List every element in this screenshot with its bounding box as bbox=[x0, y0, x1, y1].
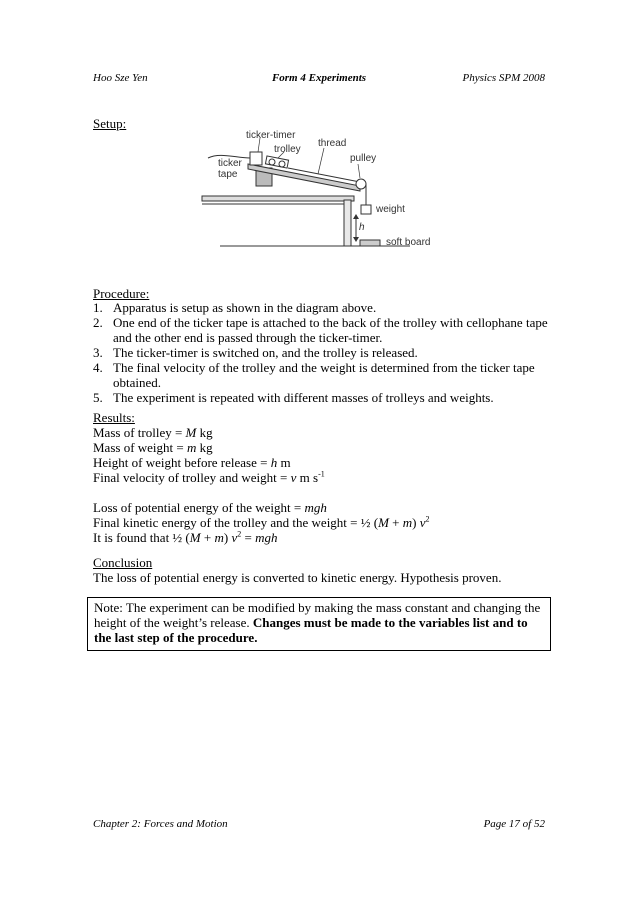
label-ticker-timer: ticker-timer bbox=[246, 130, 296, 141]
procedure-heading: Procedure: bbox=[93, 286, 150, 301]
procedure-step bbox=[93, 345, 548, 360]
conclusion-text: The loss of potential energy is converted to kinetic energy. Hypothesis proven. bbox=[93, 570, 502, 585]
note-box bbox=[87, 597, 551, 651]
height-arrow-head-down bbox=[353, 237, 359, 242]
step-text: Apparatus is setup as shown in the diagram above. bbox=[113, 300, 377, 315]
conclusion-heading: Conclusion bbox=[93, 555, 153, 570]
label-thread: thread bbox=[318, 138, 347, 149]
header-author: Hoo Sze Yen bbox=[93, 72, 148, 84]
footer-page-number: Page 17 of 52 bbox=[483, 818, 545, 830]
weight-block bbox=[361, 205, 371, 214]
apparatus-diagram bbox=[200, 128, 440, 252]
result-velocity: Final velocity of trolley and weight = v m $s^{-1}$ bbox=[93, 469, 325, 485]
step-text: The ticker-timer is switched on, and the trolley is released. bbox=[113, 345, 418, 360]
pulley bbox=[356, 179, 366, 189]
energy-found: It is found that ½ (M + m) $v^2$ = mgh bbox=[93, 529, 278, 545]
table-leg bbox=[344, 200, 351, 246]
label-leader bbox=[358, 164, 360, 178]
step-number: 2. bbox=[93, 315, 103, 330]
step-number: 1. bbox=[93, 300, 103, 315]
footer-chapter: Chapter 2: Forces and Motion bbox=[93, 818, 228, 830]
label-soft-board: soft board bbox=[386, 237, 431, 248]
conclusion-section bbox=[93, 555, 548, 585]
label-tape: tape bbox=[218, 169, 238, 180]
trolley-wheel bbox=[269, 159, 275, 165]
step-text: The final velocity of the trolley and the weight is determined from the ticker tape obtained. bbox=[113, 360, 535, 390]
header-subject: Physics SPM 2008 bbox=[462, 72, 545, 84]
header-title: Form 4 Experiments bbox=[271, 72, 367, 84]
label-leader bbox=[318, 148, 324, 174]
result-height: Height of weight before release = h m bbox=[93, 455, 291, 470]
step-number: 3. bbox=[93, 345, 103, 360]
note-text: Note: The experiment can be modified by making the mass constant and changing the height of the weight’s release. bbox=[94, 600, 541, 630]
height-arrow-head-up bbox=[353, 214, 359, 219]
ticker-timer-box bbox=[250, 152, 262, 165]
label-h: h bbox=[359, 222, 365, 233]
procedure-step bbox=[93, 360, 548, 390]
label-pulley: pulley bbox=[350, 153, 377, 164]
procedure-step bbox=[93, 390, 548, 405]
step-text: The experiment is repeated with different masses of trolleys and weights. bbox=[113, 390, 494, 405]
step-number: 5. bbox=[93, 390, 103, 405]
results-section bbox=[93, 410, 548, 485]
step-number: 4. bbox=[93, 360, 103, 375]
soft-board bbox=[360, 240, 380, 246]
energy-section bbox=[93, 500, 548, 545]
energy-kinetic: Final kinetic energy of the trolley and the weight = ½ (M + m) $v^2$ bbox=[93, 514, 430, 530]
label-weight: weight bbox=[376, 204, 405, 215]
trolley-wheel bbox=[279, 161, 285, 167]
step-text: One end of the ticker tape is attached to the back of the trolley with cellophane tape and the other end is passed through the ticker-timer. bbox=[113, 315, 548, 345]
label-trolley: trolley bbox=[274, 144, 301, 155]
procedure-step bbox=[93, 315, 548, 345]
setup-heading: Setup: bbox=[93, 116, 127, 131]
note-emphasis: Changes must be made to the variables list and to the last step of the procedure. bbox=[94, 615, 528, 645]
result-mass-trolley: Mass of trolley = M kg bbox=[93, 425, 213, 440]
label-ticker: ticker bbox=[218, 158, 242, 169]
result-mass-weight: Mass of weight = m kg bbox=[93, 440, 213, 455]
table-top bbox=[202, 196, 354, 201]
procedure-step bbox=[93, 300, 548, 315]
energy-loss: Loss of potential energy of the weight = mgh bbox=[93, 500, 327, 515]
results-heading: Results: bbox=[93, 410, 135, 425]
procedure-list bbox=[93, 300, 548, 405]
